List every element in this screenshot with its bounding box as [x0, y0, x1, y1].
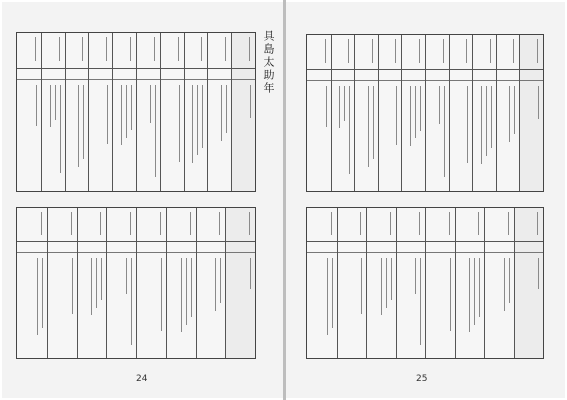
column-header-cell: [397, 208, 426, 242]
table-column: [331, 35, 355, 191]
text-line-placeholder: [466, 39, 467, 63]
text-line-placeholder: [444, 86, 445, 177]
column-body-cell: [497, 80, 520, 191]
text-line-placeholder: [126, 258, 127, 294]
column-header-cell: [185, 33, 208, 69]
column-body-cell: [426, 80, 449, 191]
column-header-cell: [379, 35, 402, 70]
text-line-placeholder: [467, 86, 468, 162]
column-header-cell: [426, 208, 455, 242]
text-line-placeholder: [509, 258, 510, 304]
text-line-placeholder: [348, 39, 349, 63]
text-line-placeholder: [538, 258, 539, 290]
column-body-cell: [367, 252, 396, 359]
text-line-placeholder: [344, 86, 345, 120]
text-line-placeholder: [226, 85, 227, 133]
text-line-placeholder: [332, 258, 333, 328]
table-column: [184, 33, 208, 191]
text-line-placeholder: [178, 37, 179, 61]
text-line-placeholder: [221, 85, 222, 141]
column-header-cell: [137, 208, 166, 242]
column-header-cell: [17, 33, 41, 69]
table-column: [88, 33, 112, 191]
table-column: [425, 208, 455, 358]
text-line-placeholder: [215, 258, 216, 311]
column-body-cell: [42, 79, 65, 191]
table-column: [17, 33, 41, 191]
column-body-cell: [78, 252, 107, 359]
text-line-placeholder: [395, 39, 396, 63]
column-body-cell: [332, 80, 355, 191]
column-body-cell: [48, 252, 77, 359]
text-line-placeholder: [59, 37, 60, 61]
text-line-placeholder: [41, 212, 42, 235]
column-body-cell: [226, 252, 255, 359]
text-line-placeholder: [219, 212, 220, 235]
text-line-placeholder: [326, 86, 327, 127]
column-body-cell: [66, 79, 89, 191]
column-body-cell: [89, 79, 112, 191]
table-column: [231, 33, 255, 191]
text-line-placeholder: [191, 258, 192, 318]
text-line-placeholder: [478, 212, 479, 235]
column-body-cell: [113, 79, 136, 191]
text-line-placeholder: [60, 85, 61, 174]
column-body-cell: [402, 80, 425, 191]
text-line-placeholder: [71, 212, 72, 235]
text-line-placeholder: [220, 258, 221, 304]
page-number-left: 24: [136, 374, 148, 384]
text-line-placeholder: [154, 37, 155, 61]
text-line-placeholder: [131, 85, 132, 130]
text-line-placeholder: [197, 85, 198, 156]
table-column: [401, 35, 425, 191]
column-body-cell: [232, 79, 255, 191]
text-line-placeholder: [106, 37, 107, 61]
column-body-cell: [167, 252, 196, 359]
text-line-placeholder: [419, 39, 420, 63]
text-line-placeholder: [186, 258, 187, 325]
text-line-placeholder: [386, 258, 387, 308]
text-line-placeholder: [181, 258, 182, 333]
text-line-placeholder: [361, 258, 362, 314]
column-body-cell: [397, 252, 426, 359]
column-header-cell: [307, 35, 331, 70]
column-header-cell: [332, 35, 355, 70]
table-column: [106, 208, 136, 358]
text-line-placeholder: [35, 37, 36, 61]
text-line-placeholder: [107, 85, 108, 144]
page-number-right: 25: [416, 374, 428, 384]
table-column: [136, 208, 166, 358]
column-header-cell: [17, 208, 47, 242]
text-line-placeholder: [42, 258, 43, 328]
table-column: [449, 35, 473, 191]
text-line-placeholder: [449, 212, 450, 235]
column-body-cell: [485, 252, 514, 359]
column-header-cell: [113, 33, 136, 69]
text-line-placeholder: [249, 37, 250, 61]
left-lower-chronology-table: [16, 207, 256, 359]
column-body-cell: [450, 80, 473, 191]
text-line-placeholder: [201, 37, 202, 61]
right-upper-chronology-table: [306, 34, 544, 192]
text-line-placeholder: [50, 85, 51, 128]
text-line-placeholder: [83, 85, 84, 159]
text-line-placeholder: [82, 37, 83, 61]
text-line-placeholder: [190, 212, 191, 235]
column-body-cell: [379, 80, 402, 191]
text-line-placeholder: [360, 212, 361, 235]
text-line-placeholder: [381, 258, 382, 316]
column-body-cell: [137, 79, 160, 191]
column-header-cell: [78, 208, 107, 242]
column-header-cell: [197, 208, 226, 242]
text-line-placeholder: [327, 258, 328, 336]
text-line-placeholder: [396, 86, 397, 145]
right-lower-chronology-table: [306, 207, 544, 359]
table-column: [396, 208, 426, 358]
column-header-cell: [520, 35, 543, 70]
column-body-cell: [307, 252, 337, 359]
text-line-placeholder: [486, 86, 487, 156]
left-upper-chronology-table: [16, 32, 256, 192]
column-header-cell: [107, 208, 136, 242]
column-body-cell: [17, 252, 47, 359]
table-column: [166, 208, 196, 358]
table-column: [455, 208, 485, 358]
text-line-placeholder: [537, 212, 538, 235]
text-line-placeholder: [78, 85, 79, 167]
column-body-cell: [520, 80, 543, 191]
table-column: [17, 208, 47, 358]
column-body-cell: [355, 80, 378, 191]
text-line-placeholder: [192, 85, 193, 164]
column-header-cell: [456, 208, 485, 242]
text-line-placeholder: [161, 258, 162, 331]
table-column: [354, 35, 378, 191]
column-body-cell: [473, 80, 496, 191]
text-line-placeholder: [469, 258, 470, 333]
text-line-placeholder: [250, 258, 251, 290]
text-line-placeholder: [126, 85, 127, 138]
text-line-placeholder: [390, 212, 391, 235]
text-line-placeholder: [509, 86, 510, 141]
table-column: [196, 208, 226, 358]
text-line-placeholder: [415, 258, 416, 294]
column-header-cell: [48, 208, 77, 242]
column-body-cell: [515, 252, 544, 359]
text-line-placeholder: [155, 85, 156, 177]
text-line-placeholder: [410, 86, 411, 146]
column-header-cell: [338, 208, 367, 242]
table-column: [160, 33, 184, 191]
column-header-cell: [450, 35, 473, 70]
text-line-placeholder: [415, 86, 416, 138]
text-line-placeholder: [481, 86, 482, 164]
table-column: [378, 35, 402, 191]
text-line-placeholder: [339, 86, 340, 128]
text-line-placeholder: [537, 39, 538, 63]
table-column: [225, 208, 255, 358]
column-header-cell: [89, 33, 112, 69]
right-page: [286, 2, 565, 398]
text-line-placeholder: [513, 39, 514, 63]
text-line-placeholder: [130, 212, 131, 235]
text-line-placeholder: [490, 39, 491, 63]
chronology-title: 具島太助年: [262, 30, 275, 95]
table-column: [207, 33, 231, 191]
text-line-placeholder: [368, 86, 369, 167]
column-body-cell: [338, 252, 367, 359]
table-column: [472, 35, 496, 191]
table-column: [307, 208, 337, 358]
text-line-placeholder: [504, 258, 505, 311]
column-body-cell: [161, 79, 184, 191]
column-body-cell: [208, 79, 231, 191]
column-header-cell: [355, 35, 378, 70]
text-line-placeholder: [491, 86, 492, 148]
text-line-placeholder: [55, 85, 56, 120]
table-column: [366, 208, 396, 358]
table-column: [496, 35, 520, 191]
text-line-placeholder: [479, 258, 480, 318]
text-line-placeholder: [36, 85, 37, 127]
column-header-cell: [161, 33, 184, 69]
column-header-cell: [307, 208, 337, 242]
text-line-placeholder: [450, 258, 451, 331]
text-line-placeholder: [419, 212, 420, 235]
text-line-placeholder: [160, 212, 161, 235]
text-line-placeholder: [443, 39, 444, 63]
column-body-cell: [137, 252, 166, 359]
table-column: [47, 208, 77, 358]
text-line-placeholder: [538, 86, 539, 119]
text-line-placeholder: [96, 258, 97, 308]
column-body-cell: [107, 252, 136, 359]
text-line-placeholder: [101, 258, 102, 301]
text-line-placeholder: [514, 86, 515, 134]
table-column: [307, 35, 331, 191]
table-column: [136, 33, 160, 191]
text-line-placeholder: [373, 86, 374, 159]
text-line-placeholder: [130, 37, 131, 61]
table-column: [77, 208, 107, 358]
text-line-placeholder: [474, 258, 475, 325]
column-body-cell: [426, 252, 455, 359]
text-line-placeholder: [508, 212, 509, 235]
text-line-placeholder: [420, 258, 421, 345]
text-line-placeholder: [72, 258, 73, 314]
table-column: [337, 208, 367, 358]
text-line-placeholder: [37, 258, 38, 336]
column-header-cell: [66, 33, 89, 69]
table-column: [484, 208, 514, 358]
text-line-placeholder: [179, 85, 180, 162]
text-line-placeholder: [150, 85, 151, 123]
text-line-placeholder: [202, 85, 203, 148]
text-line-placeholder: [372, 39, 373, 63]
column-header-cell: [226, 208, 255, 242]
column-body-cell: [185, 79, 208, 191]
text-line-placeholder: [91, 258, 92, 316]
text-line-placeholder: [249, 212, 250, 235]
column-header-cell: [232, 33, 255, 69]
text-line-placeholder: [420, 86, 421, 130]
table-column: [41, 33, 65, 191]
table-column: [112, 33, 136, 191]
table-column: [425, 35, 449, 191]
column-header-cell: [367, 208, 396, 242]
text-line-placeholder: [439, 86, 440, 124]
column-header-cell: [137, 33, 160, 69]
column-header-cell: [426, 35, 449, 70]
column-body-cell: [307, 80, 331, 191]
column-body-cell: [456, 252, 485, 359]
text-line-placeholder: [121, 85, 122, 146]
column-header-cell: [167, 208, 196, 242]
table-column: [519, 35, 543, 191]
text-line-placeholder: [391, 258, 392, 301]
text-line-placeholder: [325, 39, 326, 63]
text-line-placeholder: [100, 212, 101, 235]
table-column: [65, 33, 89, 191]
table-column: [514, 208, 544, 358]
text-line-placeholder: [225, 37, 226, 61]
column-header-cell: [42, 33, 65, 69]
column-body-cell: [17, 79, 41, 191]
text-line-placeholder: [250, 85, 251, 119]
column-header-cell: [497, 35, 520, 70]
column-header-cell: [485, 208, 514, 242]
text-line-placeholder: [131, 258, 132, 345]
column-header-cell: [473, 35, 496, 70]
column-body-cell: [197, 252, 226, 359]
column-header-cell: [515, 208, 544, 242]
left-page: [2, 2, 283, 398]
column-header-cell: [402, 35, 425, 70]
text-line-placeholder: [331, 212, 332, 235]
column-header-cell: [208, 33, 231, 69]
text-line-placeholder: [349, 86, 350, 174]
